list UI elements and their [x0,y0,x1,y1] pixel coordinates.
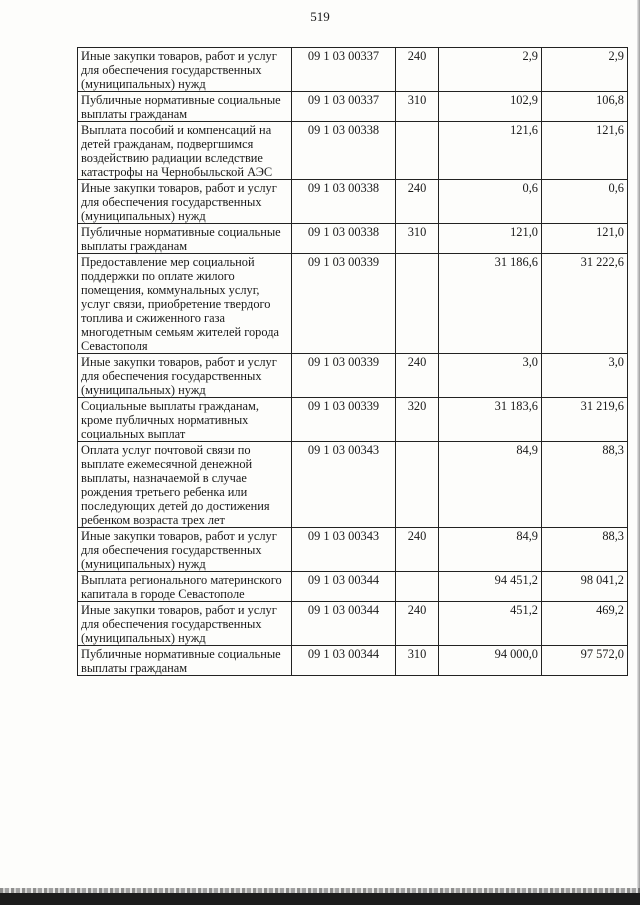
target-article-code-cell: 09 1 03 00344 [292,572,396,602]
amount-year-2-cell: 88,3 [542,442,628,528]
target-article-code-cell: 09 1 03 00344 [292,646,396,676]
target-article-code-cell: 09 1 03 00339 [292,398,396,442]
amount-year-2-cell: 98 041,2 [542,572,628,602]
expense-name-cell: Публичные нормативные социальные выплаты гражданам [78,92,292,122]
target-article-code-cell: 09 1 03 00339 [292,354,396,398]
expense-type-cell: 310 [396,646,439,676]
expense-type-cell: 240 [396,48,439,92]
amount-year-1-cell: 94 000,0 [439,646,542,676]
expense-type-cell: 240 [396,528,439,572]
amount-year-1-cell: 31 186,6 [439,254,542,354]
target-article-code-cell: 09 1 03 00344 [292,602,396,646]
amount-year-2-cell: 3,0 [542,354,628,398]
expense-name-cell: Выплата регионального материнского капитала в городе Севастополе [78,572,292,602]
amount-year-1-cell: 0,6 [439,180,542,224]
expense-type-cell [396,122,439,180]
expense-name-cell: Иные закупки товаров, работ и услуг для обеспечения государственных (муниципальных) нужд [78,528,292,572]
amount-year-2-cell: 88,3 [542,528,628,572]
amount-year-1-cell: 2,9 [439,48,542,92]
scan-bottom-border [0,893,640,905]
amount-year-1-cell: 121,6 [439,122,542,180]
expense-name-cell: Публичные нормативные социальные выплаты гражданам [78,224,292,254]
amount-year-1-cell: 31 183,6 [439,398,542,442]
amount-year-2-cell: 0,6 [542,180,628,224]
amount-year-2-cell: 31 219,6 [542,398,628,442]
amount-year-1-cell: 121,0 [439,224,542,254]
amount-year-1-cell: 102,9 [439,92,542,122]
amount-year-2-cell: 469,2 [542,602,628,646]
amount-year-2-cell: 31 222,6 [542,254,628,354]
page-number: 519 [310,9,330,24]
table-row [78,646,628,676]
expense-type-cell: 320 [396,398,439,442]
expense-type-cell [396,442,439,528]
table-row [78,602,628,646]
table-row [78,528,628,572]
amount-year-2-cell: 121,0 [542,224,628,254]
table-row [78,572,628,602]
expense-name-cell: Иные закупки товаров, работ и услуг для обеспечения государственных (муниципальных) нужд [78,48,292,92]
expense-name-cell: Иные закупки товаров, работ и услуг для обеспечения государственных (муниципальных) нужд [78,602,292,646]
table-row [78,354,628,398]
expense-type-cell: 240 [396,180,439,224]
target-article-code-cell: 09 1 03 00337 [292,92,396,122]
target-article-code-cell: 09 1 03 00337 [292,48,396,92]
expense-type-cell: 240 [396,354,439,398]
table-row [78,180,628,224]
amount-year-1-cell: 94 451,2 [439,572,542,602]
amount-year-2-cell: 121,6 [542,122,628,180]
budget-table-body [78,48,628,676]
expense-type-cell [396,254,439,354]
amount-year-1-cell: 451,2 [439,602,542,646]
table-row [78,224,628,254]
amount-year-1-cell: 84,9 [439,442,542,528]
table-row [78,254,628,354]
amount-year-1-cell: 84,9 [439,528,542,572]
expense-name-cell: Выплата пособий и компенсаций на детей гражданам, подвергшимся воздействию радиации вследствие катастрофы на Чернобыльской АЭС [78,122,292,180]
budget-table [77,47,628,676]
expense-name-cell: Предоставление мер социальной поддержки по оплате жилого помещения, коммунальных услуг, услуг связи, приобретение твердого топлива и сжиженного газа многодетным семьям жителей города Севастополя [78,254,292,354]
expense-name-cell: Оплата услуг почтовой связи по выплате ежемесячной денежной выплаты, назначаемой в случае рождения третьего ребенка или последующих детей до достижения ребенком возраста трех лет [78,442,292,528]
amount-year-2-cell: 97 572,0 [542,646,628,676]
target-article-code-cell: 09 1 03 00339 [292,254,396,354]
target-article-code-cell: 09 1 03 00343 [292,442,396,528]
expense-name-cell: Публичные нормативные социальные выплаты гражданам [78,646,292,676]
table-row [78,398,628,442]
table-row [78,92,628,122]
expense-type-cell: 240 [396,602,439,646]
target-article-code-cell: 09 1 03 00343 [292,528,396,572]
expense-name-cell: Социальные выплаты гражданам, кроме публичных нормативных социальных выплат [78,398,292,442]
table-row [78,442,628,528]
expense-name-cell: Иные закупки товаров, работ и услуг для обеспечения государственных (муниципальных) нужд [78,180,292,224]
target-article-code-cell: 09 1 03 00338 [292,122,396,180]
amount-year-1-cell: 3,0 [439,354,542,398]
target-article-code-cell: 09 1 03 00338 [292,224,396,254]
amount-year-2-cell: 2,9 [542,48,628,92]
expense-name-cell: Иные закупки товаров, работ и услуг для обеспечения государственных (муниципальных) нужд [78,354,292,398]
expense-type-cell: 310 [396,224,439,254]
expense-type-cell: 310 [396,92,439,122]
table-row [78,122,628,180]
expense-type-cell [396,572,439,602]
amount-year-2-cell: 106,8 [542,92,628,122]
target-article-code-cell: 09 1 03 00338 [292,180,396,224]
table-row [78,48,628,92]
